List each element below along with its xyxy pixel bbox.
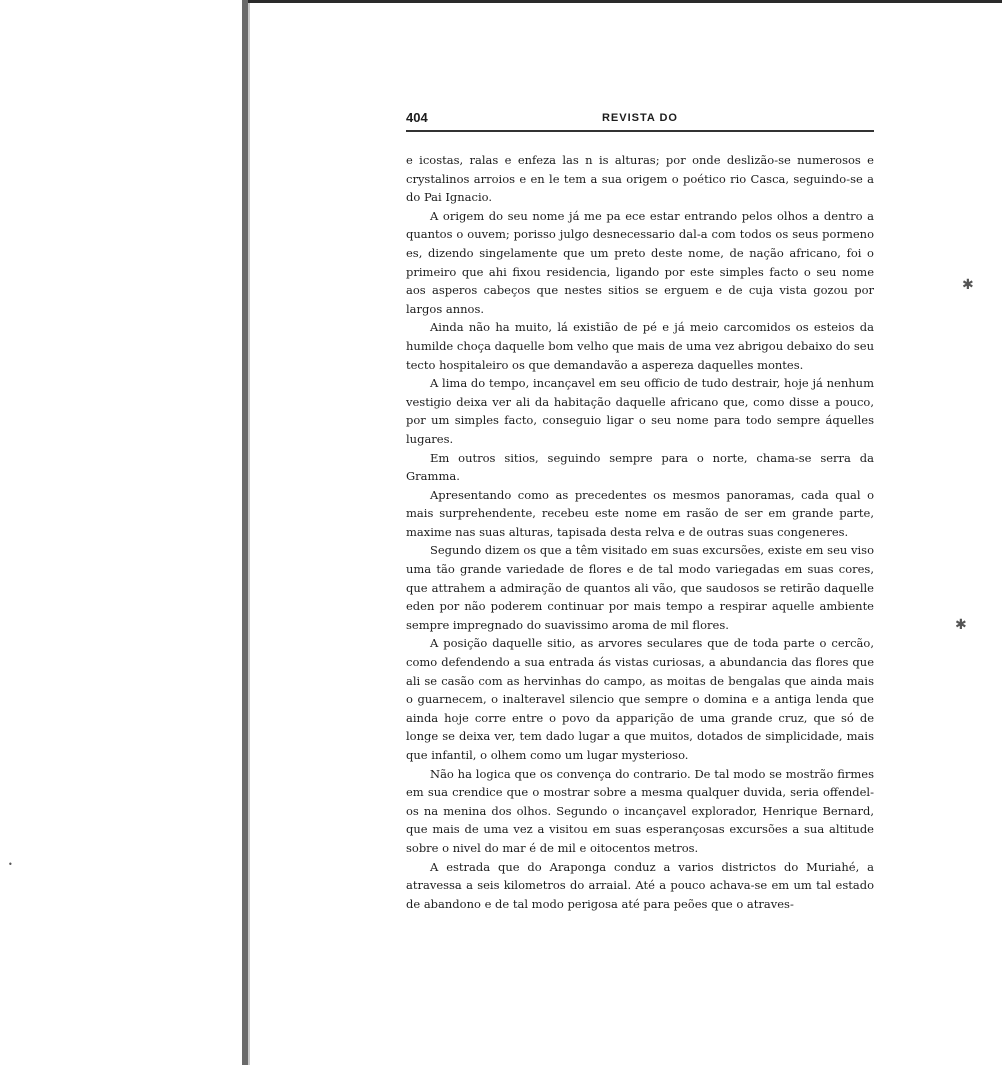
paragraph: A lima do tempo, incançavel em seu officio de tudo destrair, hoje já nenhum vestigio deixa ver ali da habitação daquelle africano que, como disse a pouco, por um simples facto, conseguio ligar o seu nome para todo sempre áquelles lugares.	[406, 376, 874, 446]
paragraph: Em outros sitios, seguindo sempre para o norte, chama-se serra da Gramma.	[406, 450, 874, 484]
body-text	[406, 151, 874, 913]
document-page	[406, 108, 874, 913]
top-page-edge	[248, 0, 1002, 3]
paragraph: Ainda não ha muito, lá existião de pé e já meio carcomidos os esteios da humilde choça daquelle bom velho que mais de uma vez abrigou debaixo do seu tecto hospitaleiro os que demandavão a aspereza daquelles montes.	[406, 320, 874, 372]
ink-speck: ✱	[955, 617, 967, 633]
ink-speck: ✱	[962, 277, 974, 293]
ink-speck: •	[8, 860, 13, 869]
paragraph: A posição daquelle sitio, as arvores seculares que de toda parte o cercão, como defendendo a sua entrada ás vistas curiosas, a abundancia das flores que ali se casão com as hervinhas do campo, as moitas de bengalas que ainda mais o guarnecem, o inalteravel silencio que sempre o domina e a antiga lenda que ainda hoje corre entre o povo da apparição de uma grande cruz, que só de longe se deixa ver, tem dado lugar a que muitos, dotados de simplicidade, mais que infantil, o olhem como um lugar mysterioso.	[406, 636, 874, 762]
page-number: 404	[406, 110, 428, 125]
paragraph: Segundo dizem os que a têm visitado em suas excursões, existe em seu viso uma tão grande variedade de flores e de tal modo variegadas em suas cores, que attrahem a admiração de quantos ali vão, que saudosos se retirão daquelle eden por não poderem continuar por mais tempo a respirar aquelle ambiente sempre impregnado do suavissimo aroma de mil flores.	[406, 543, 874, 632]
paragraph: A origem do seu nome já me pa ece estar entrando pelos olhos a dentro a quantos o ouvem; porisso julgo desnecessario dal-a com todos os seus pormeno es, dizendo singelamente que um preto deste nome, de nação africano, foi o primeiro que ahi fixou residencia, ligando por este simples facto o seu nome aos asperos cabeços que nestes sitios se erguem e de cuja vista gozou por largos annos.	[406, 208, 874, 316]
running-head: REVISTA DO	[601, 112, 678, 124]
paragraph: Não ha logica que os convença do contrario. De tal modo se mostrão firmes em sua crendice que o mostrar sobre a mesma qualquer duvida, seria offendel-os na menina dos olhos. Segundo o incançavel explorador, Henrique Bernard, que mais de uma vez a visitou em suas esperançosas excursões a sua altitude sobre o nivel do mar é de mil e oitocentos metros.	[406, 766, 874, 855]
paragraph: A estrada que do Araponga conduz a varios districtos do Muriahé, a atravessa a seis kilometros do arraial. Até a pouco achava-se em um tal estado de abandono e de tal modo perigosa até para peões que o atraves-	[406, 859, 874, 911]
binding-shadow	[248, 0, 250, 1065]
page-header	[406, 108, 874, 132]
paragraph: e icostas, ralas e enfeza las n is alturas; por onde deslizão-se numerosos e crystalinos arroios e en le tem a sua origem o poético rio Casca, seguindo-se a do Pai Ignacio.	[406, 153, 874, 205]
paragraph: Apresentando como as precedentes os mesmos panoramas, cada qual o mais surprehendente, recebeu este nome em rasão de ser em grande parte, maxime nas suas alturas, tapisada desta relva e de outras suas congeneres.	[406, 487, 874, 539]
